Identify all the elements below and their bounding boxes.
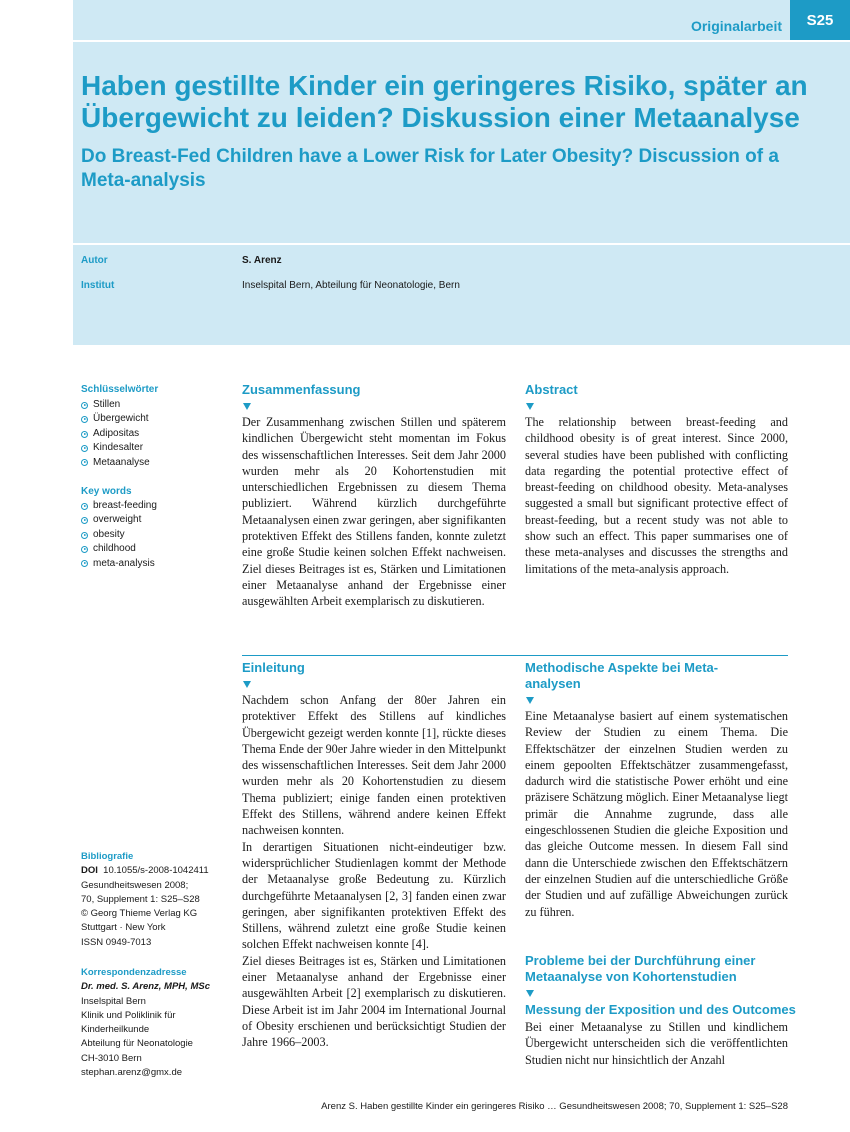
keywords-en-title: Key words [81,486,132,497]
triangle-down-icon [526,697,534,704]
correspondence-name: Dr. med. S. Arenz, MPH, MSc [81,981,210,993]
keyword-item: Stillen [81,398,150,412]
biblio-line: ISSN 0949-7013 [81,936,152,948]
arrow-bullet-icon [81,445,88,452]
triangle-down-icon [243,403,251,410]
biblio-line: Stuttgart · New York [81,922,166,934]
corr-line: CH-3010 Bern [81,1052,142,1064]
arrow-bullet-icon [81,546,88,553]
keyword-item: breast-feeding [81,499,157,513]
abstract-text: The relationship between breast-feeding and childhood obesity is of great interest. Since 2000, several studies have been published with conflicting data regarding the potential protective effect of breast-feeding on childhood obesity. Meta-analyses suggested a small but significant protective effect of breast-feeding, but a recent study was not able to show such an effect. This paper summarises one of these meta-analyses and discusses the strengths and limitations of the meta-analysis approach. [525,415,788,576]
correspondence-title: Korrespondenzadresse [81,967,187,978]
arrow-bullet-icon [81,459,88,466]
probleme-text: Bei einer Metaanalyse zu Stillen und kindlichem Übergewicht unterscheiden sich die veröffentlichten Studien nicht nur hinsichtlich der Anzahl [525,1020,788,1067]
methodik-text: Eine Metaanalyse basiert auf einem systematischen Review der Studien zu einem Thema. Die Effektschätzer der einzelnen Studien werden zu einem gepoolten Effektschätzer zusammengefasst, dadurch wird die statistische Power erhöht und eine präzisere Schätzung möglich. Einer Metaanalyse liegt primär die Annahme zugrunde, dass alle eingeschlossenen Studien die gleiche Exposition und das gleiche Outcome messen. In diesem Fall sind dann die Unterschiede zwischen den Effektschätzern der einzelnen Studien auf die unterschiedliche Größe der Studien und auf zufällige Abweichungen zurück zu führen. [525,709,788,919]
keyword-item: obesity [81,528,157,542]
zusammenfassung-text: Der Zusammenhang zwischen Stillen und späterem kindlichen Übergewicht steht momentan im Fokus des wissenschaftlichen Interesses. Seit dem Jahr 2000 wurden mehr als 20 Kohortenstudien mit unterschiedlichen Ergebnissen zu diesem Thema publiziert. Während kürzlich durchgeführte Metaanalysen einen zwar geringen, aber signifikanten protektiven Effekt des Stillens fanden, konnte zuletzt eine große Studie keinen solchen Effekt nachweisen. Ziel dieses Beitrages ist es, Stärken und Limitationen einer Metaanalyse anhand der Ergebnisse einer ausgewählten Arbeit exemplarisch zu diskutieren. [242,415,506,609]
corr-line: Abteilung für Neonatologie [81,1038,193,1050]
zusammenfassung-heading: Zusammenfassung [242,382,361,397]
triangle-down-icon [526,990,534,997]
author-name: S. Arenz [242,255,282,266]
section-rule [242,655,788,656]
arrow-bullet-icon [81,416,88,423]
keyword-item: Adipositas [81,427,150,441]
abstract-heading: Abstract [525,382,578,397]
einleitung-text: Nachdem schon Anfang der 80er Jahren ein protektiver Effekt des Stillens auf kindliches Übergewicht gezeigt werden konnte [1], rückte dieses Thema Ende der 90er Jahre wieder in den Mittelpunkt des wissenschaftlichen Interesses. Seit dem Jahr 2000 wurden mehr als 20 Kohortenstudien zu diesem Thema publiziert; einige fanden einen protektiven Effekt des Stillens, während andere keinen Effekt nachweisen konnten. In derartigen Situationen nicht-eindeutiger bzw. widersprüchlicher Studienlagen kommt der Methode der Metaanalyse große Bedeutung zu. Kürzlich durchgeführte Metaanalysen [2, 3] fanden einen zwar geringen, aber signifikanten protektiven Effekt des Stillens, während zuletzt eine große Studie keinen solchen Effekt nachweisen konnte [4]. Ziel dieses Beitrages ist es, Stärken und Limitationen einer Metaanalyse anhand der Ergebnisse einer ausgewählten Arbeit [2] exemplarisch zu diskutieren. Diese Arbeit ist im Jahr 2004 im International Journal of Obesity erschienen und berücksichtigt Studien der Jahre 1966–2003. [242,693,506,1050]
triangle-down-icon [243,681,251,688]
correspondence [81,966,231,1080]
keywords-en-list [81,499,157,571]
arrow-bullet-icon [81,517,88,524]
arrow-bullet-icon [81,402,88,409]
keyword-item: meta-analysis [81,557,157,571]
keyword-item: Metaanalyse [81,456,150,470]
author-label: Autor [81,255,108,266]
keyword-item: overweight [81,513,157,527]
corr-line: Inselspital Bern [81,995,146,1007]
header-divider [73,40,850,42]
title-german: Haben gestillte Kinder ein geringeres Risiko, später an Übergewicht zu leiden? Diskussion einer Metaanalyse [81,70,808,133]
title-english: Do Breast-Fed Children have a Lower Risk for Later Obesity? Discussion of a Meta-analysis [81,146,779,191]
bibliography-title: Bibliografie [81,851,134,862]
methodik-heading: Methodische Aspekte bei Meta- analysen [525,660,719,691]
einleitung-heading: Einleitung [242,660,305,675]
section-label: Originalarbeit [690,18,782,34]
keywords-de-list [81,398,150,470]
page-footer: Arenz S. Haben gestillte Kinder ein geringeres Risiko … Gesundheitswesen 2008; 70, Supplement 1: S25–S28 [321,1101,788,1112]
biblio-line: © Georg Thieme Verlag KG [81,908,198,920]
biblio-line: Gesundheitswesen 2008; [81,879,189,891]
keyword-item: Kindesalter [81,441,150,455]
institute-label: Institut [81,280,115,291]
bibliography [81,850,231,950]
arrow-bullet-icon [81,532,88,539]
biblio-line: 70, Supplement 1: S25–S28 [81,893,200,905]
arrow-bullet-icon [81,431,88,438]
arrow-bullet-icon [81,503,88,510]
triangle-down-icon [526,403,534,410]
doi-line: DOI 10.1055/s-2008-1042411 [81,865,209,877]
probleme-subheading: Messung der Exposition und des Outcomes [525,1002,796,1017]
header-divider-meta [73,243,850,245]
keywords-de-title: Schlüsselwörter [81,384,159,395]
probleme-heading: Probleme bei der Durchführung einer Metaanalyse von Kohortenstudien [525,953,756,984]
corr-email[interactable]: stephan.arenz@gmx.de [81,1067,183,1079]
keyword-item: Übergewicht [81,412,150,426]
arrow-bullet-icon [81,560,88,567]
corr-line: Kinderheilkunde [81,1024,150,1036]
keyword-item: childhood [81,542,157,556]
institute-name: Inselspital Bern, Abteilung für Neonatologie, Bern [242,280,460,291]
corr-line: Klinik und Poliklinik für [81,1009,176,1021]
page-number: S25 [790,0,850,40]
